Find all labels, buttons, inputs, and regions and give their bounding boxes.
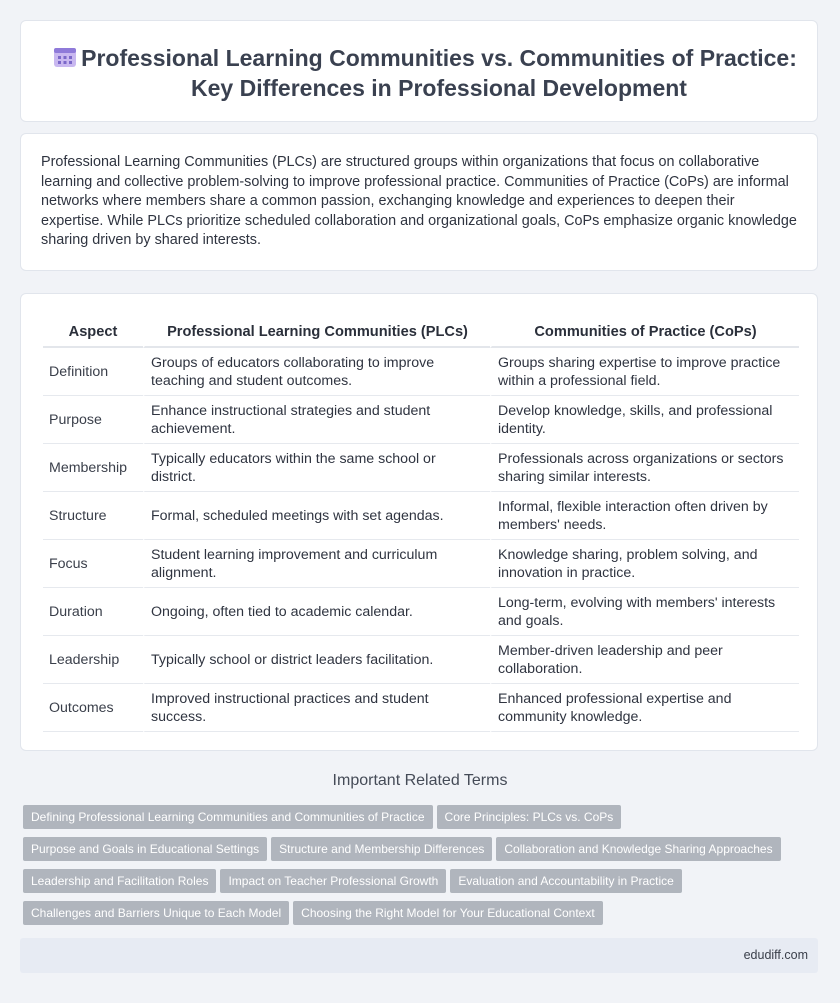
cell-plcs: Improved instructional practices and student success. xyxy=(143,684,490,732)
header-plcs: Professional Learning Communities (PLCs) xyxy=(143,314,490,348)
header-aspect: Aspect xyxy=(43,314,143,348)
cell-aspect: Outcomes xyxy=(43,684,143,732)
table-row xyxy=(43,444,799,492)
page-title: Professional Learning Communities vs. Communities of Practice: Key Differences in Professional Development xyxy=(81,45,797,101)
intro-paragraph: Professional Learning Communities (PLCs) are structured groups within organizations that focus on collaborative learning and collective problem-solving to improve professional practice. Communities of Practice (CoPs) are informal networks where members share a common passion, exchanging knowledge and experiences to deepen their expertise. While PLCs prioritize scheduled collaboration and organizational goals, CoPs emphasize organic knowledge sharing driven by shared interests. xyxy=(41,154,797,249)
table-row xyxy=(43,348,799,396)
footer-site: edudiff.com xyxy=(743,948,808,962)
related-terms-row xyxy=(23,901,813,933)
cell-cops: Groups sharing expertise to improve practice within a professional field. xyxy=(490,348,799,396)
related-term-tag[interactable]: Leadership and Facilitation Roles xyxy=(23,869,216,893)
related-terms-heading: Important Related Terms xyxy=(332,772,508,789)
related-term-tag[interactable]: Structure and Membership Differences xyxy=(271,837,492,861)
related-term-tag[interactable]: Impact on Teacher Professional Growth xyxy=(220,869,446,893)
table-row xyxy=(43,492,799,540)
cell-plcs: Typically educators within the same school or district. xyxy=(143,444,490,492)
table-row xyxy=(43,588,799,636)
table-row xyxy=(43,684,799,732)
footer xyxy=(20,938,818,973)
related-term-tag[interactable]: Challenges and Barriers Unique to Each Model xyxy=(23,901,289,925)
intro-card xyxy=(20,133,818,271)
table-header-row xyxy=(43,314,799,348)
cell-cops: Professionals across organizations or sectors sharing similar interests. xyxy=(490,444,799,492)
cell-plcs: Typically school or district leaders facilitation. xyxy=(143,636,490,684)
cell-plcs: Enhance instructional strategies and student achievement. xyxy=(143,396,490,444)
cell-cops: Member-driven leadership and peer collaboration. xyxy=(490,636,799,684)
cell-aspect: Definition xyxy=(43,348,143,396)
cell-aspect: Duration xyxy=(43,588,143,636)
table-row xyxy=(43,636,799,684)
comparison-card xyxy=(20,293,818,751)
cell-plcs: Ongoing, often tied to academic calendar. xyxy=(143,588,490,636)
cell-aspect: Focus xyxy=(43,540,143,588)
related-term-tag[interactable]: Collaboration and Knowledge Sharing Approaches xyxy=(496,837,780,861)
title-card xyxy=(20,20,818,122)
related-terms-row xyxy=(23,837,813,869)
cell-plcs: Formal, scheduled meetings with set agendas. xyxy=(143,492,490,540)
cell-aspect: Leadership xyxy=(43,636,143,684)
related-term-tag[interactable]: Defining Professional Learning Communities and Communities of Practice xyxy=(23,805,433,829)
cell-plcs: Groups of educators collaborating to improve teaching and student outcomes. xyxy=(143,348,490,396)
cell-plcs: Student learning improvement and curriculum alignment. xyxy=(143,540,490,588)
cell-aspect: Purpose xyxy=(43,396,143,444)
related-term-tag[interactable]: Evaluation and Accountability in Practice xyxy=(450,869,681,893)
header-cops: Communities of Practice (CoPs) xyxy=(490,314,799,348)
comparison-table xyxy=(43,314,799,732)
cell-aspect: Structure xyxy=(43,492,143,540)
related-terms-row xyxy=(23,869,813,901)
related-term-tag[interactable]: Choosing the Right Model for Your Educational Context xyxy=(293,901,603,925)
cell-cops: Long-term, evolving with members' interests and goals. xyxy=(490,588,799,636)
cell-cops: Develop knowledge, skills, and professional identity. xyxy=(490,396,799,444)
cell-cops: Enhanced professional expertise and community knowledge. xyxy=(490,684,799,732)
related-term-tag[interactable]: Core Principles: PLCs vs. CoPs xyxy=(437,805,622,829)
cell-aspect: Membership xyxy=(43,444,143,492)
table-row xyxy=(43,540,799,588)
related-terms-list xyxy=(23,805,813,933)
cell-cops: Informal, flexible interaction often driven by members' needs. xyxy=(490,492,799,540)
table-row xyxy=(43,396,799,444)
related-term-tag[interactable]: Purpose and Goals in Educational Settings xyxy=(23,837,267,861)
cell-cops: Knowledge sharing, problem solving, and innovation in practice. xyxy=(490,540,799,588)
related-terms-row xyxy=(23,805,813,837)
